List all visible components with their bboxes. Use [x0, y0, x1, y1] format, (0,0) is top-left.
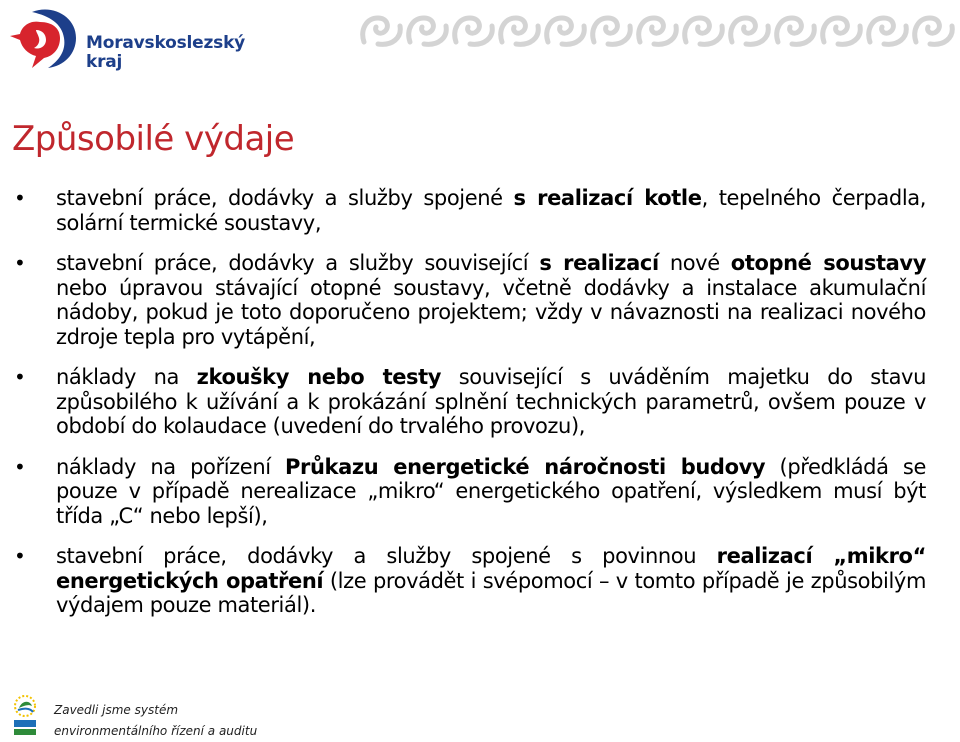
- bullet-text: související s uváděním majetku do stavu způsobilého k užívání a k prokázání splnění technických parametrů, ovšem pouze v období do kolaudace (uvedení do trvalého provozu),: [56, 365, 926, 438]
- footer-note: [54, 700, 257, 742]
- eligible-costs-list: [14, 186, 926, 634]
- bullet-emphasis: otopné soustavy: [730, 251, 926, 275]
- slide-title: Způsobilé výdaje: [12, 119, 295, 159]
- bullet-text: náklady na pořízení: [56, 454, 286, 479]
- bullet-emphasis: s realizací kotle: [513, 186, 702, 210]
- bullet-text: , tepelného čerpadla, solární termické soustavy,: [56, 186, 927, 235]
- bullet-text: stavební práce, dodávky a služby spojené s povinnou: [56, 544, 717, 568]
- region-logo: [6, 6, 246, 74]
- decorative-wave-ornament: [360, 12, 956, 50]
- bullet-text: (předkládá se pouze v případě nerealizace „mikro“ energetického opatření, výsledkem musí být třída „C“ nebo lepší),: [56, 454, 926, 528]
- bullet-emphasis: zkoušky nebo testy: [196, 365, 442, 389]
- bullet-item: [14, 186, 926, 235]
- bullet-text: nebo úpravou stávající otopné soustavy, včetně dodávky a instalace akumulační nádoby, pokud je toto doporučeno projektem; vždy v návaznosti na realizaci nového zdroje tepla pro vytápění,: [56, 275, 926, 349]
- logo-line-1: Moravskoslezský: [86, 33, 246, 53]
- emas-logo-icon: [10, 694, 40, 738]
- bullet-emphasis: Průkazu energetické náročnosti budovy: [285, 454, 766, 479]
- bullet-item: [14, 455, 926, 529]
- bullet-item: [14, 251, 926, 349]
- bullet-item: [14, 544, 926, 618]
- bullet-text: stavební práce, dodávky a služby související: [56, 251, 540, 275]
- bullet-text: náklady na: [56, 365, 197, 389]
- footer-line-1: Zavedli jsme systém: [54, 703, 179, 717]
- bullet-text: stavební práce, dodávky a služby spojené: [56, 186, 514, 210]
- footer-line-2: environmentálního řízení a auditu: [54, 724, 258, 738]
- region-logo-mark-icon: [6, 6, 82, 72]
- region-logo-text: [86, 34, 245, 72]
- bullet-text: (lze provádět i svépomocí – v tomto případě je způsobilým výdajem pouze materiál).: [56, 568, 927, 617]
- bullet-emphasis: s realizací: [539, 251, 659, 275]
- bullet-emphasis: realizací „mikro“ energetických opatření: [56, 544, 926, 593]
- bullet-item: [14, 365, 926, 439]
- logo-line-2: kraj: [86, 52, 123, 72]
- bullet-text: nové: [658, 251, 731, 275]
